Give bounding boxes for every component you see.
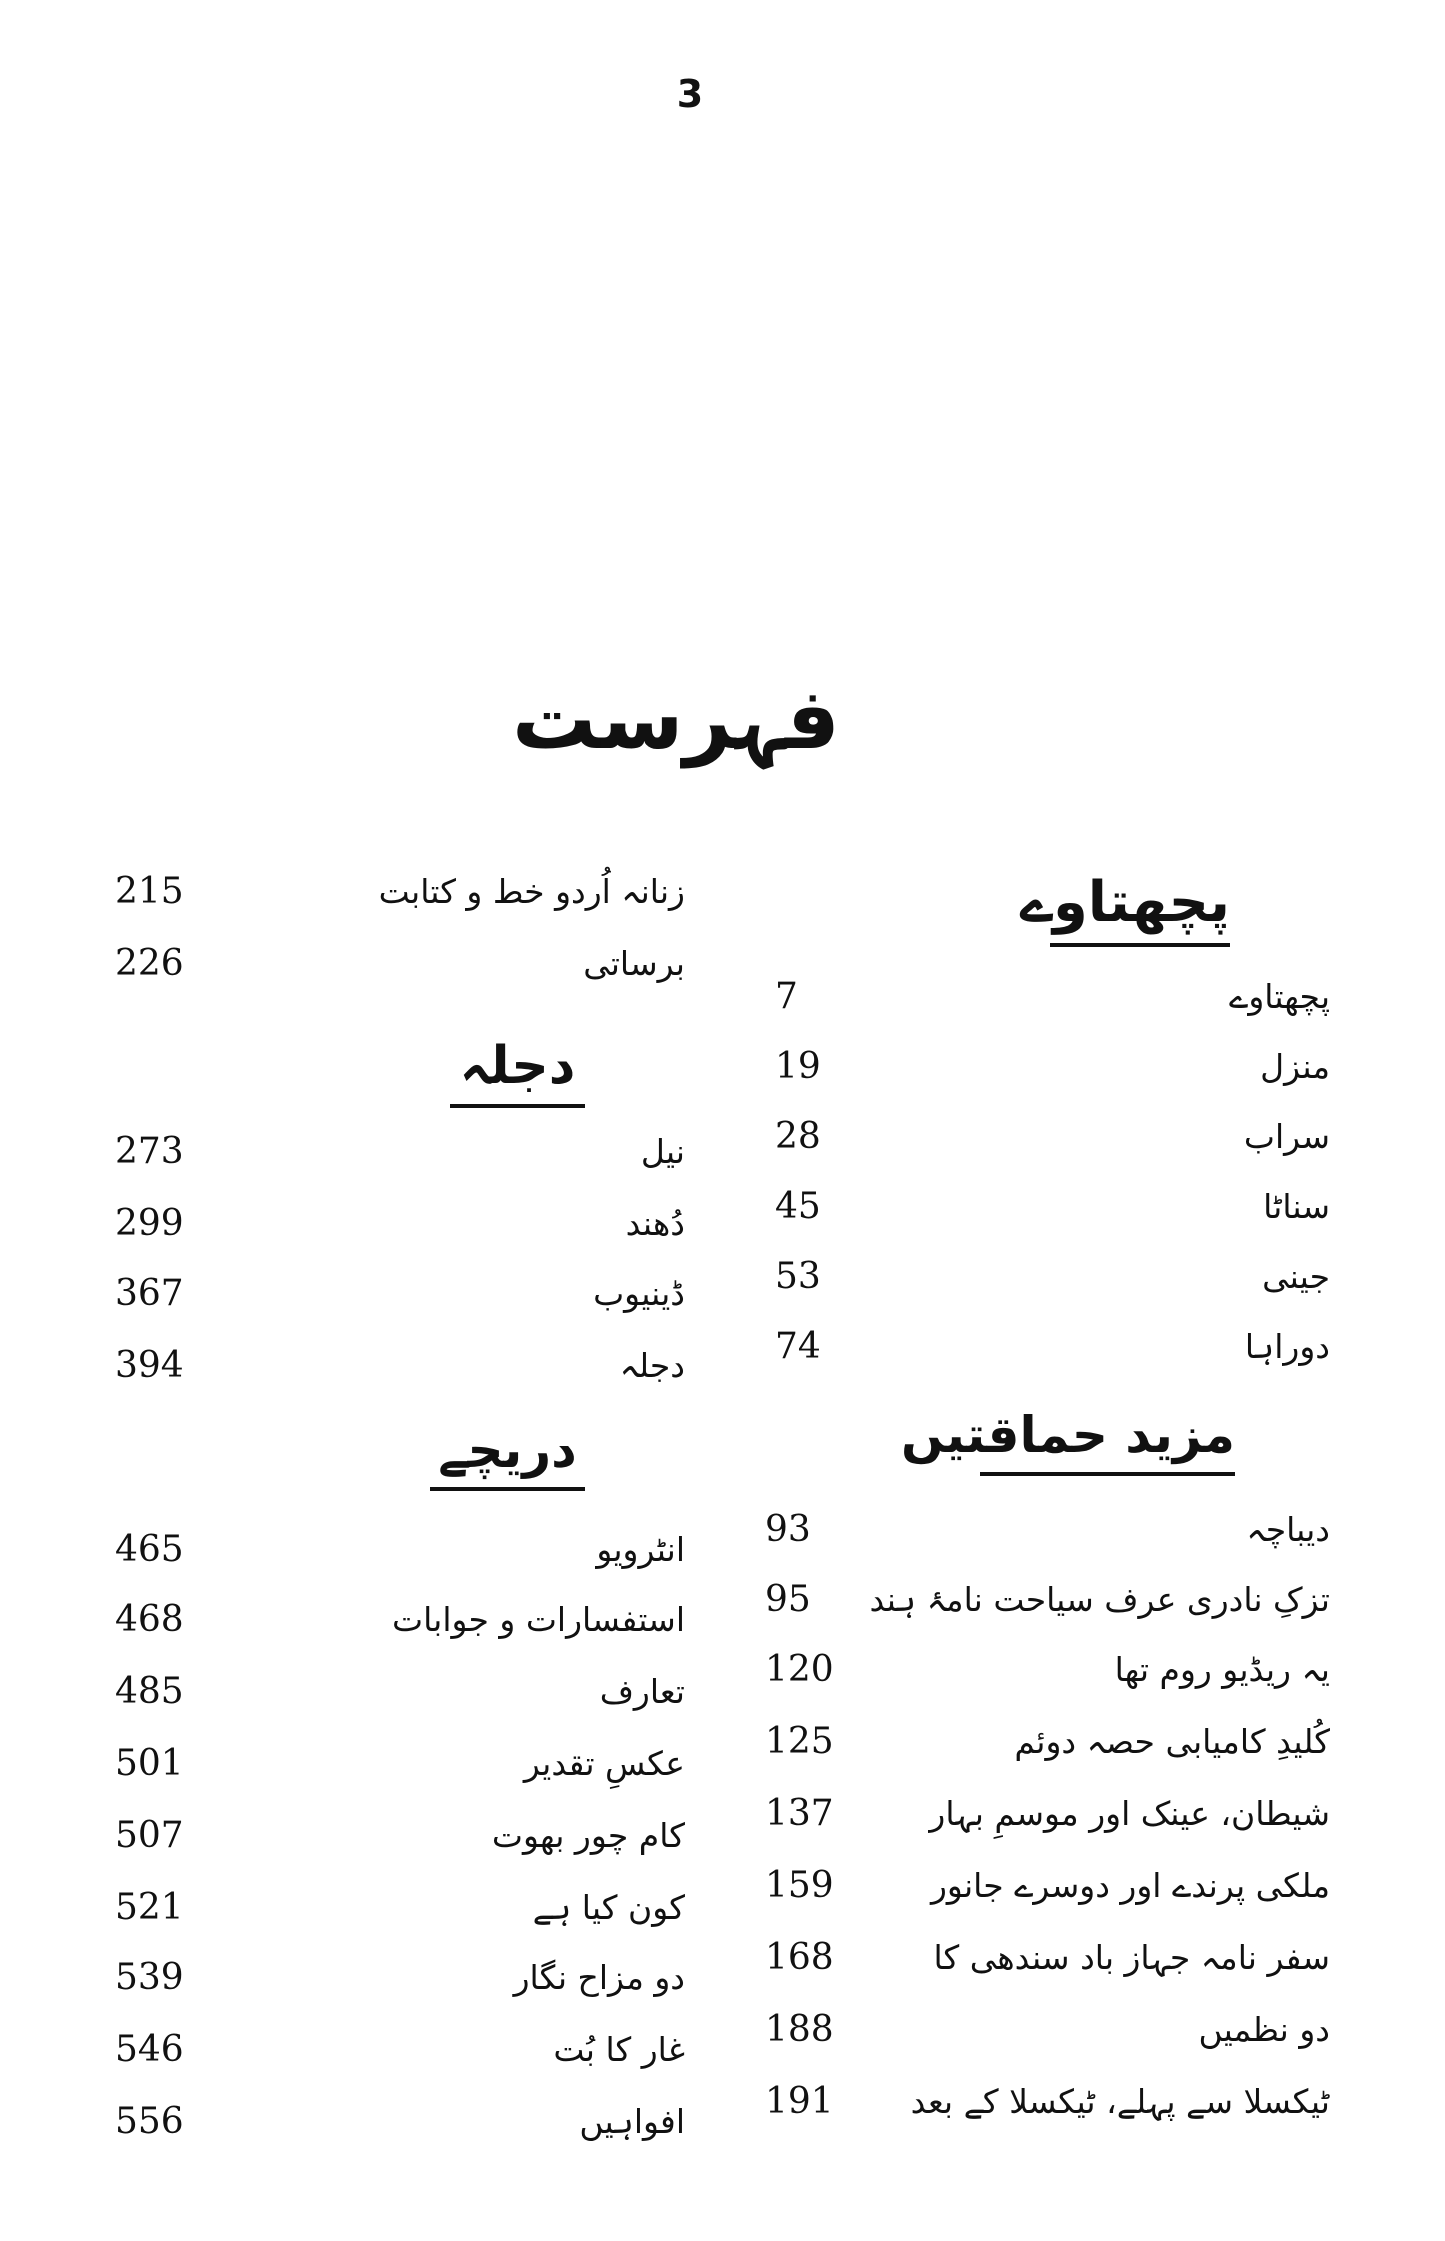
toc-entry-title: کُلیدِ کامیابی حصہ دوئم (1014, 1722, 1330, 1761)
toc-entry-title: ڈینیوب (593, 1274, 685, 1313)
toc-entry-title: سراب (1243, 1117, 1330, 1156)
section-heading-pachtawe: پچھتاوے (1050, 875, 1230, 947)
toc-entry-title: تزکِ نادری عرف سیاحت نامۂ ہند (869, 1580, 1330, 1619)
toc-entry-page: 521 (115, 1887, 184, 1928)
toc-entry-page: 468 (115, 1599, 184, 1640)
toc-entry-title: ٹیکسلا سے پہلے، ٹیکسلا کے بعد (910, 2082, 1330, 2121)
toc-entry-page: 485 (115, 1671, 184, 1712)
toc-entry-page: 191 (765, 2081, 834, 2122)
toc-entry-title: انٹرویو (596, 1530, 685, 1569)
toc-entry-page: 501 (115, 1743, 184, 1784)
toc-entry-title: یہ ریڈیو روم تھا (1114, 1650, 1330, 1689)
toc-entry-page: 188 (765, 2009, 834, 2050)
toc-entry-title: دو نظمیں (1198, 2010, 1330, 2049)
toc-entry-title: منزل (1260, 1047, 1330, 1086)
toc-entry-page: 74 (775, 1326, 821, 1367)
toc-entry-title: دیباچہ (1246, 1510, 1330, 1549)
toc-entry-page: 28 (775, 1116, 821, 1157)
toc-entry-page: 539 (115, 1957, 184, 1998)
toc-entry-title: برساتی (583, 944, 685, 983)
toc-entry-page: 215 (115, 871, 184, 912)
toc-entry-title: غار کا بُت (553, 2030, 685, 2069)
toc-entry-page: 273 (115, 1131, 184, 1172)
toc-entry-page: 93 (765, 1509, 811, 1550)
toc-entry-title: نیل (640, 1132, 685, 1171)
toc-entry-page: 120 (765, 1649, 834, 1690)
toc-entry-title: سناٹا (1263, 1187, 1330, 1226)
toc-entry-title: تعارف (599, 1672, 685, 1711)
toc-entry-page: 507 (115, 1815, 184, 1856)
toc-entry-title: شیطان، عینک اور موسمِ بہار (929, 1794, 1330, 1833)
toc-entry-page: 168 (765, 1937, 834, 1978)
toc-entry-page: 19 (775, 1046, 821, 1087)
toc-entry-page: 125 (765, 1721, 834, 1762)
toc-entry-page: 7 (775, 976, 798, 1017)
toc-entry-title: افواہیں (579, 2102, 685, 2141)
toc-entry-title: دُھند (625, 1204, 685, 1243)
toc-entry-page: 465 (115, 1529, 184, 1570)
toc-entry-page: 226 (115, 943, 184, 984)
toc-entry-page: 546 (115, 2029, 184, 2070)
toc-entry-title: کام چور بھوت (491, 1816, 685, 1855)
section-heading-dareeche: دریچے (430, 1425, 585, 1491)
toc-entry-page: 556 (115, 2101, 184, 2142)
toc-entry-title: کون کیا ہے (532, 1888, 685, 1927)
section-heading-dajla: دجلہ (450, 1040, 585, 1108)
page-title: فہرست (511, 670, 840, 768)
toc-entry-page: 95 (765, 1579, 811, 1620)
section-heading-mazeed-hamaqtain: مزید حماقتیں (980, 1410, 1235, 1476)
toc-entry-title: دجلہ (619, 1346, 685, 1385)
toc-entry-title: زنانہ اُردو خط و کتابت (378, 872, 685, 911)
toc-entry-page: 367 (115, 1273, 184, 1314)
toc-entry-page: 394 (115, 1345, 184, 1386)
toc-entry-title: دو مزاح نگار (513, 1958, 685, 1997)
toc-entry-title: ملکی پرندے اور دوسرے جانور (930, 1866, 1330, 1905)
toc-entry-title: سفر نامہ جہاز باد سندھی کا (933, 1938, 1330, 1977)
toc-entry-title: استفسارات و جوابات (392, 1600, 685, 1639)
page-number: 3 (676, 72, 704, 116)
toc-entry-title: پچھتاوے (1229, 977, 1330, 1016)
toc-entry-title: عکسِ تقدیر (523, 1744, 685, 1783)
toc-entry-page: 137 (765, 1793, 834, 1834)
toc-entry-page: 45 (775, 1186, 821, 1227)
toc-entry-page: 53 (775, 1256, 821, 1297)
toc-entry-page: 299 (115, 1203, 184, 1244)
toc-entry-title: جینی (1262, 1257, 1330, 1296)
toc-entry-title: دوراہا (1244, 1327, 1330, 1366)
toc-entry-page: 159 (765, 1865, 834, 1906)
